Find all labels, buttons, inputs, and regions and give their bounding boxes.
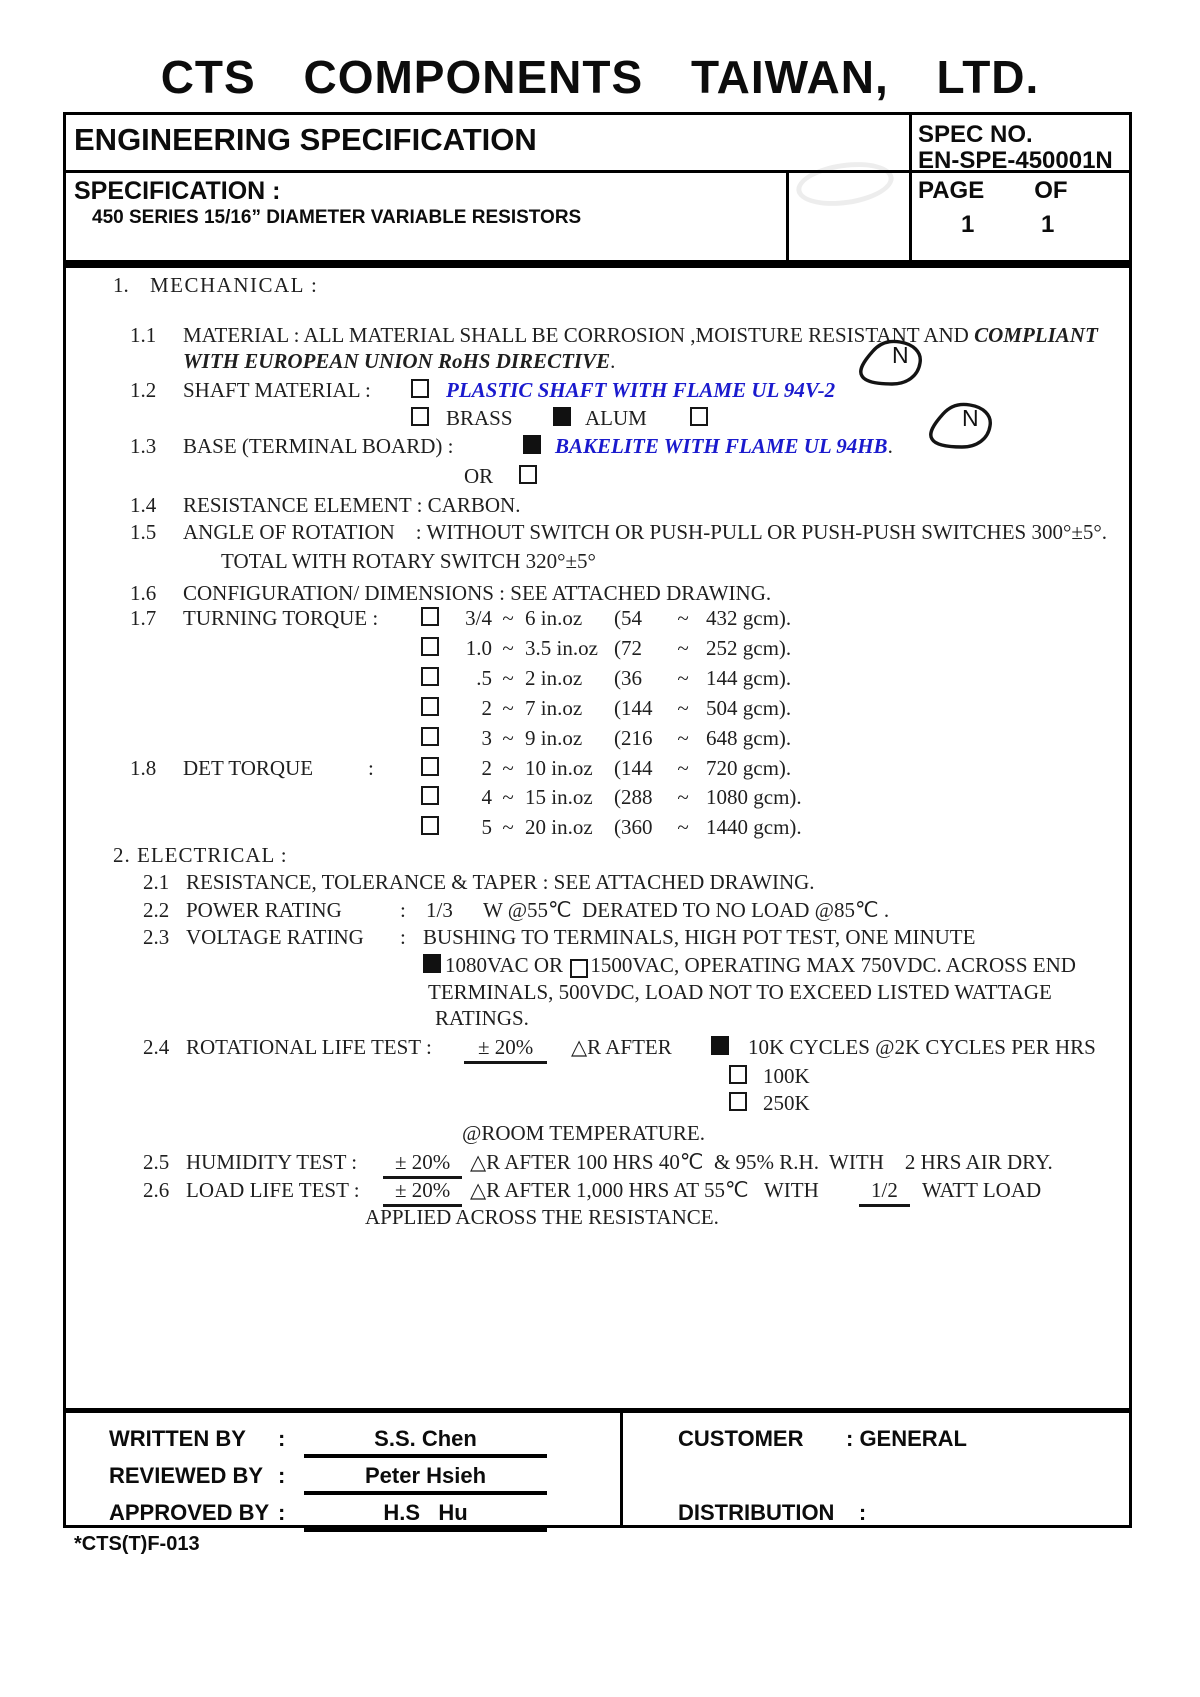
revision-balloon-1: [856, 338, 926, 390]
checkbox-turning-torque-2[interactable]: [421, 667, 439, 686]
humidity-tolerance: ± 20%: [383, 1148, 462, 1179]
checkbox-turning-torque-4[interactable]: [421, 727, 439, 746]
torque-value-high: 15 in.oz: [525, 785, 593, 809]
torque-value-high: 20 in.oz: [525, 815, 593, 839]
checkbox-1080vac[interactable]: [423, 954, 441, 973]
spec-no-label: SPEC NO.: [918, 121, 1033, 148]
item-1-7-row-2: [66, 664, 1129, 692]
tilde: ~: [677, 815, 689, 839]
torque-gcm-high: 720 gcm).: [706, 756, 792, 780]
rohs-text: [183, 347, 615, 375]
checkbox-shaft-plastic[interactable]: [411, 379, 429, 398]
item-1-1-line-2: [66, 347, 1129, 375]
specification-description: 450 SERIES 15/16” DIAMETER VARIABLE RESISTORS: [92, 207, 582, 228]
item-number: 1.1: [130, 323, 157, 347]
form-number: *CTS(T)F-013: [74, 1533, 200, 1555]
checkbox-10k-cycles[interactable]: [711, 1036, 729, 1055]
item-1-8-row-0: [66, 754, 1129, 782]
tilde: ~: [677, 606, 689, 630]
torque-value-low: 3: [481, 726, 492, 750]
written-by-row: [66, 1425, 1129, 1453]
checkbox-det-torque-0[interactable]: [421, 757, 439, 776]
shaft-plastic-option: PLASTIC SHAFT WITH FLAME UL 94V-2: [446, 378, 836, 402]
approved-by-label: APPROVED BY: [109, 1500, 270, 1525]
turning-torque-label: TURNING TORQUE :: [183, 606, 379, 630]
tilde: ~: [677, 636, 689, 660]
torque-value-low: 3/4: [465, 606, 492, 630]
torque-gcm-high: 648 gcm).: [706, 726, 792, 750]
torque-value-low: 1.0: [465, 636, 492, 660]
tilde: ~: [677, 756, 689, 780]
applied-across-text: APPLIED ACROSS THE RESISTANCE.: [365, 1205, 719, 1229]
colon: :: [400, 898, 406, 922]
spec-no-column-divider: [909, 115, 912, 266]
checkbox-1500vac[interactable]: [570, 959, 588, 978]
doc-title: ENGINEERING SPECIFICATION: [74, 122, 537, 157]
tilde: ~: [502, 756, 514, 780]
colon: :: [400, 925, 406, 949]
torque-gcm-low: (216: [614, 726, 653, 750]
torque-gcm-low: (72: [614, 636, 642, 660]
item-2-5: [66, 1148, 1129, 1176]
base-label: BASE (TERMINAL BOARD) :: [183, 434, 454, 458]
rotational-tolerance: ± 20%: [464, 1033, 547, 1064]
company-title: CTS COMPONENTS TAIWAN, LTD.: [160, 51, 1040, 103]
item-number: 1.8: [130, 756, 157, 780]
item-1-5-line-2: [66, 547, 1129, 575]
tilde: ~: [677, 726, 689, 750]
checkbox-shaft-brass[interactable]: [411, 407, 429, 426]
item-2-2: [66, 896, 1129, 924]
configuration-text: CONFIGURATION/ DIMENSIONS : SEE ATTACHED DRAWING.: [183, 581, 772, 605]
reviewed-by-row: [66, 1462, 1129, 1490]
item-2-3-line-2: [66, 951, 1129, 979]
humidity-test-label: HUMIDITY TEST :: [186, 1150, 358, 1174]
item-1-7-row-3: [66, 694, 1129, 722]
item-2-4-line-3: [66, 1089, 1129, 1117]
hipot-1080vac: 1080VAC OR: [445, 953, 569, 977]
shaft-material-label: SHAFT MATERIAL :: [183, 378, 371, 402]
rohs-directive: WITH EUROPEAN UNION RoHS DIRECTIVE: [183, 349, 611, 373]
item-number: 2.2: [143, 898, 170, 922]
torque-gcm-low: (144: [614, 696, 653, 720]
middle-cell-divider: [786, 170, 789, 266]
delta-r-after: △R AFTER: [571, 1035, 672, 1059]
checkbox-shaft-alum[interactable]: [553, 407, 571, 426]
approved-by-signature: H.S Hu: [304, 1499, 547, 1532]
load-life-tolerance: ± 20%: [383, 1176, 462, 1207]
base-bakelite-option: BAKELITE WITH FLAME UL 94HB: [555, 434, 888, 458]
tilde: ~: [502, 666, 514, 690]
checkbox-det-torque-1[interactable]: [421, 786, 439, 805]
item-number: 1.3: [130, 434, 157, 458]
base-value-wrap: [555, 432, 893, 460]
item-number: 1.6: [130, 581, 157, 605]
humidity-test-rest: △R AFTER 100 HRS 40℃ & 95% R.H. WITH 2 HRS AIR DRY.: [470, 1150, 1053, 1174]
item-2-1: [66, 868, 1129, 896]
power-rating-rest: W @55℃ DERATED TO NO LOAD @85℃ .: [483, 898, 890, 922]
item-2-3-line-3: [66, 978, 1129, 1006]
torque-value-high: 10 in.oz: [525, 756, 593, 780]
or-label: OR: [464, 464, 494, 488]
tilde: ~: [502, 785, 514, 809]
content-body: [63, 263, 1132, 1408]
checkbox-shaft-other[interactable]: [690, 407, 708, 426]
shaft-brass-option: BRASS: [446, 406, 513, 430]
checkbox-base-bakelite[interactable]: [523, 435, 541, 454]
voltage-ratings-text: RATINGS.: [435, 1006, 529, 1030]
distribution-label: DISTRIBUTION :: [678, 1500, 867, 1525]
item-number: 1.4: [130, 493, 157, 517]
torque-value-high: 6 in.oz: [525, 606, 583, 630]
torque-value-high: 2 in.oz: [525, 666, 583, 690]
item-text: [183, 321, 1098, 349]
voltage-terminals-text: TERMINALS, 500VDC, LOAD NOT TO EXCEED LISTED WATTAGE: [428, 980, 1052, 1004]
torque-value-low: .5: [476, 666, 492, 690]
item-number: 2.5: [143, 1150, 170, 1174]
torque-gcm-low: (54: [614, 606, 642, 630]
tilde: ~: [677, 785, 689, 809]
cycles-100k-option: 100K: [763, 1064, 810, 1088]
revision-letter: N: [962, 405, 979, 431]
item-1-2-line-1: [66, 376, 1129, 404]
reviewed-by-label: REVIEWED BY: [109, 1463, 264, 1488]
checkbox-det-torque-2[interactable]: [421, 816, 439, 835]
written-by-signature: S.S. Chen: [304, 1425, 547, 1458]
material-compliant: COMPLIANT: [974, 323, 1098, 347]
load-life-label: LOAD LIFE TEST :: [186, 1178, 360, 1202]
signature-table: [63, 1408, 1132, 1528]
cycles-10k-option: 10K CYCLES @2K CYCLES PER HRS: [748, 1035, 1096, 1059]
colon: :: [278, 1426, 286, 1451]
shaft-alum-option: ALUM: [585, 406, 647, 430]
tilde: ~: [502, 726, 514, 750]
item-2-6-line-2: [66, 1203, 1129, 1231]
item-1-7-row-1: [66, 634, 1129, 662]
item-1-4: [66, 491, 1129, 519]
checkbox-turning-torque-0[interactable]: [421, 607, 439, 626]
torque-gcm-low: (36: [614, 666, 642, 690]
customer-label: CUSTOMER: [678, 1426, 804, 1451]
torque-value-high: 7 in.oz: [525, 696, 583, 720]
power-rating-value: 1/3: [426, 898, 453, 922]
load-watt-value: 1/2: [859, 1176, 910, 1207]
colon: :: [278, 1463, 286, 1488]
torque-value-low: 2: [481, 756, 492, 780]
material-text: MATERIAL : ALL MATERIAL SHALL BE CORROSION ,MOISTURE RESISTANT AND: [183, 323, 975, 347]
torque-value-low: 2: [481, 696, 492, 720]
det-torque-label: DET TORQUE: [183, 756, 314, 780]
hipot-wrap: [445, 951, 1076, 979]
angle-of-rotation-text: ANGLE OF ROTATION : WITHOUT SWITCH OR PUSH-PULL OR PUSH-PUSH SWITCHES 300°±5°.: [183, 520, 1108, 544]
resistance-element-text: RESISTANCE ELEMENT : CARBON.: [183, 493, 521, 517]
page-of-label: PAGE OF: [918, 177, 1068, 204]
section-electrical-heading: [66, 841, 1129, 869]
section-title: MECHANICAL :: [150, 273, 319, 297]
item-number: 1.2: [130, 378, 157, 402]
load-life-rest: △R AFTER 1,000 HRS AT 55℃ WITH: [470, 1178, 819, 1202]
resistance-tolerance-text: RESISTANCE, TOLERANCE & TAPER : SEE ATTACHED DRAWING.: [186, 870, 815, 894]
specification-label: SPECIFICATION :: [74, 177, 281, 205]
voltage-rating-label: VOLTAGE RATING: [186, 925, 364, 949]
colon: :: [368, 756, 374, 780]
section-title: 2. ELECTRICAL :: [113, 843, 288, 867]
cycles-250k-option: 250K: [763, 1091, 810, 1115]
item-1-3-line-2: [66, 462, 1129, 490]
reviewed-by-signature: Peter Hsieh: [304, 1462, 547, 1495]
torque-value-low: 5: [481, 815, 492, 839]
checkbox-turning-torque-3[interactable]: [421, 697, 439, 716]
hipot-1500vac-rest: 1500VAC, OPERATING MAX 750VDC. ACROSS END: [590, 953, 1076, 977]
item-1-8-row-2: [66, 813, 1129, 841]
rotary-switch-text: TOTAL WITH ROTARY SWITCH 320°±5°: [221, 549, 596, 573]
item-1-1-line-1: [66, 321, 1129, 349]
torque-gcm-high: 1440 gcm).: [706, 815, 802, 839]
checkbox-base-other[interactable]: [519, 465, 537, 484]
item-2-6-line-1: [66, 1176, 1129, 1204]
scan-smudge: [794, 156, 897, 211]
torque-gcm-high: 1080 gcm).: [706, 785, 802, 809]
tilde: ~: [502, 636, 514, 660]
torque-value-high: 9 in.oz: [525, 726, 583, 750]
page-total: 1: [1041, 211, 1055, 238]
tilde: ~: [502, 696, 514, 720]
tilde: ~: [677, 696, 689, 720]
tilde: ~: [502, 815, 514, 839]
item-2-3-line-1: [66, 923, 1129, 951]
torque-gcm-high: 504 gcm).: [706, 696, 792, 720]
torque-gcm-high: 432 gcm).: [706, 606, 792, 630]
item-2-3-line-4: [66, 1004, 1129, 1032]
power-rating-label: POWER RATING: [186, 898, 342, 922]
item-number: 2.6: [143, 1178, 170, 1202]
torque-gcm-high: 144 gcm).: [706, 666, 792, 690]
room-temperature-note: @ROOM TEMPERATURE.: [462, 1121, 705, 1145]
revision-balloon-2: [926, 401, 996, 453]
balloon-cloud-icon: [856, 338, 926, 390]
item-2-4-line-1: [66, 1033, 1129, 1061]
section-number: 1.: [113, 273, 129, 297]
item-number: 1.7: [130, 606, 157, 630]
header-table: [63, 112, 1132, 263]
period: .: [610, 349, 616, 373]
colon: :: [278, 1500, 286, 1525]
watt-load-text: WATT LOAD: [922, 1178, 1042, 1202]
rotational-life-label: ROTATIONAL LIFE TEST :: [186, 1035, 432, 1059]
checkbox-250k-cycles[interactable]: [729, 1092, 747, 1111]
page-current: 1: [961, 211, 975, 238]
revision-letter: N: [892, 342, 909, 368]
checkbox-turning-torque-1[interactable]: [421, 637, 439, 656]
item-number: 2.1: [143, 870, 170, 894]
written-by-label: WRITTEN BY: [109, 1426, 246, 1451]
item-2-4-line-2: [66, 1062, 1129, 1090]
torque-gcm-low: (360: [614, 815, 653, 839]
torque-gcm-low: (144: [614, 756, 653, 780]
torque-gcm-high: 252 gcm).: [706, 636, 792, 660]
period: .: [887, 434, 893, 458]
item-1-8-row-1: [66, 783, 1129, 811]
spec-no-value: EN-SPE-450001N: [918, 147, 1113, 174]
checkbox-100k-cycles[interactable]: [729, 1065, 747, 1084]
customer-value: : GENERAL: [846, 1426, 967, 1451]
item-1-6: [66, 579, 1129, 607]
voltage-rating-text: BUSHING TO TERMINALS, HIGH POT TEST, ONE MINUTE: [423, 925, 976, 949]
balloon-cloud-icon: [926, 401, 996, 453]
torque-value-high: 3.5 in.oz: [525, 636, 598, 660]
torque-gcm-low: (288: [614, 785, 653, 809]
item-number: 2.3: [143, 925, 170, 949]
torque-value-low: 4: [481, 785, 492, 809]
item-number: 2.4: [143, 1035, 170, 1059]
tilde: ~: [677, 666, 689, 690]
item-1-7-row-4: [66, 724, 1129, 752]
item-number: 1.5: [130, 520, 157, 544]
tilde: ~: [502, 606, 514, 630]
section-mechanical-heading: [66, 271, 1129, 299]
item-1-7-row-0: [66, 604, 1129, 632]
approved-by-row: [66, 1499, 1129, 1527]
item-2-4-line-4: [66, 1119, 1129, 1147]
item-1-5-line-1: [66, 518, 1129, 546]
